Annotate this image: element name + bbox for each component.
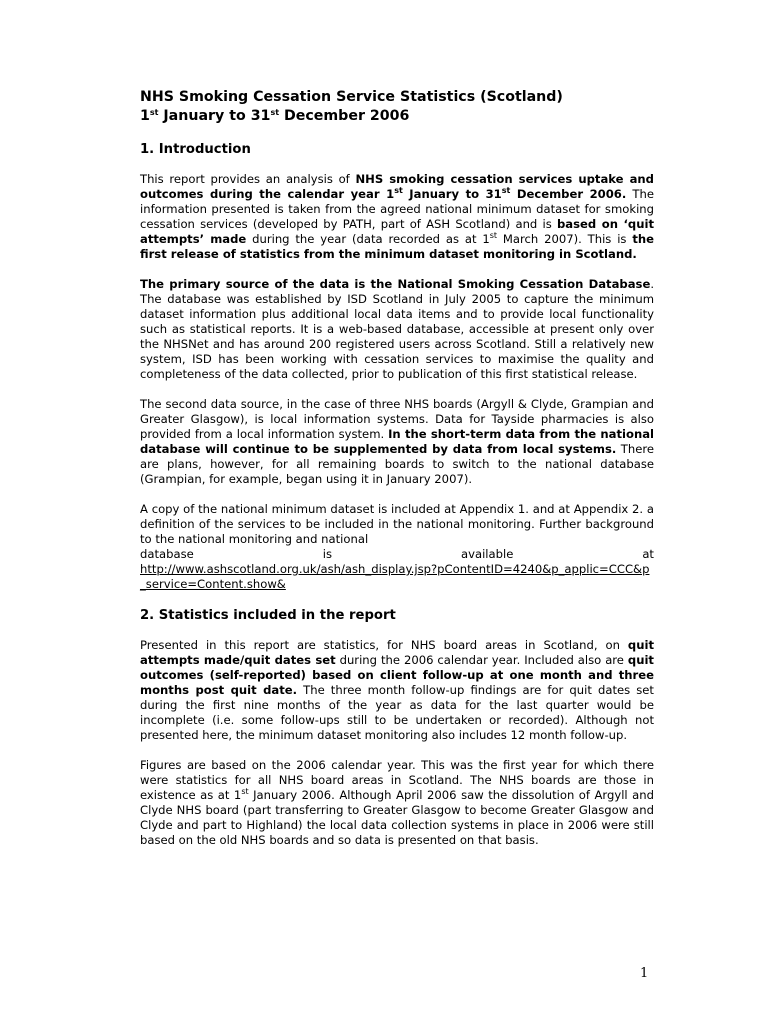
intro-paragraph-1: This report provides an analysis of NHS smoking cessation services uptake and outcomes during the calendar year 1st January to 31st December 2006. The information presented is taken from the agreed national minimum dataset for smoking cessation services (developed by PATH, part of ASH Scotland) and is based on ‘quit attempts’ made during the year (data recorded as at 1st March 2007). This is the first release of statistics from the minimum dataset monitoring in Scotland. [140, 172, 654, 261]
title-line-1: NHS Smoking Cessation Service Statistics (Scotland) [140, 89, 563, 105]
stats-paragraph-1: Presented in this report are statistics, for NHS board areas in Scotland, on quit attempts made/quit dates set during the 2006 calendar year. Included also are quit outcomes (self-reported) based on client follow-up at one month and three months post quit date. The three month follow-up findings are for quit dates set during the first nine months of the year as data for the last quarter would be incomplete (i.e. some follow-ups still to be undertaken or recorded). Although not presented here, the minimum dataset monitoring also includes 12 month follow-up. [140, 638, 654, 742]
ash-scotland-link[interactable]: http://www.ashscotland.org.uk/ash/ash_display.jsp?pContentID=4240&p_applic=CCC&p_service=Content.show& [140, 562, 650, 591]
section-2-heading: 2. Statistics included in the report [140, 608, 396, 623]
intro-paragraph-2: The primary source of the data is the National Smoking Cessation Database. The database was established by ISD Scotland in July 2005 to capture the minimum dataset information plus additional local data items and to provide local functionality such as statistical reports. It is a web-based database, accessible at present only over the NHSNet and has around 200 registered users across Scotland. Still a relatively new system, ISD has been working with cessation services to maximise the quality and completeness of the data collected, prior to publication of this first statistical release. [140, 277, 654, 381]
spread-line: database is available at [140, 547, 654, 561]
intro-paragraph-4: A copy of the national minimum dataset is included at Appendix 1. and at Appendix 2. a definition of the services to be included in the national monitoring. Further background to the national monitoring and national database is available at http://www.ashscotland.org.uk/ash/ash_display.jsp?pContentID=4240&p_applic=CCC&p_service=Content.show& [140, 502, 654, 591]
document-title [140, 88, 654, 126]
intro-paragraph-3: The second data source, in the case of three NHS boards (Argyll & Clyde, Grampian and Greater Glasgow), is local information systems. Data for Tayside pharmacies is also provided from a local information system. In the short-term data from the national database will continue to be supplemented by data from local systems. There are plans, however, for all remaining boards to switch to the national database (Grampian, for example, began using it in January 2007). [140, 397, 654, 486]
section-1-heading: 1. Introduction [140, 142, 251, 157]
page-number: 1 [640, 966, 649, 981]
title-line-2: 1st January to 31st December 2006 [140, 108, 410, 124]
document-page [140, 88, 654, 848]
stats-paragraph-2: Figures are based on the 2006 calendar year. This was the first year for which there were statistics for all NHS board areas in Scotland. The NHS boards are those in existence as at 1st January 2006. Although April 2006 saw the dissolution of Argyll and Clyde NHS board (part transferring to Greater Glasgow to become Greater Glasgow and Clyde and part to Highland) the local data collection systems in place in 2006 were still based on the old NHS boards and so data is presented on that basis. [140, 758, 654, 847]
